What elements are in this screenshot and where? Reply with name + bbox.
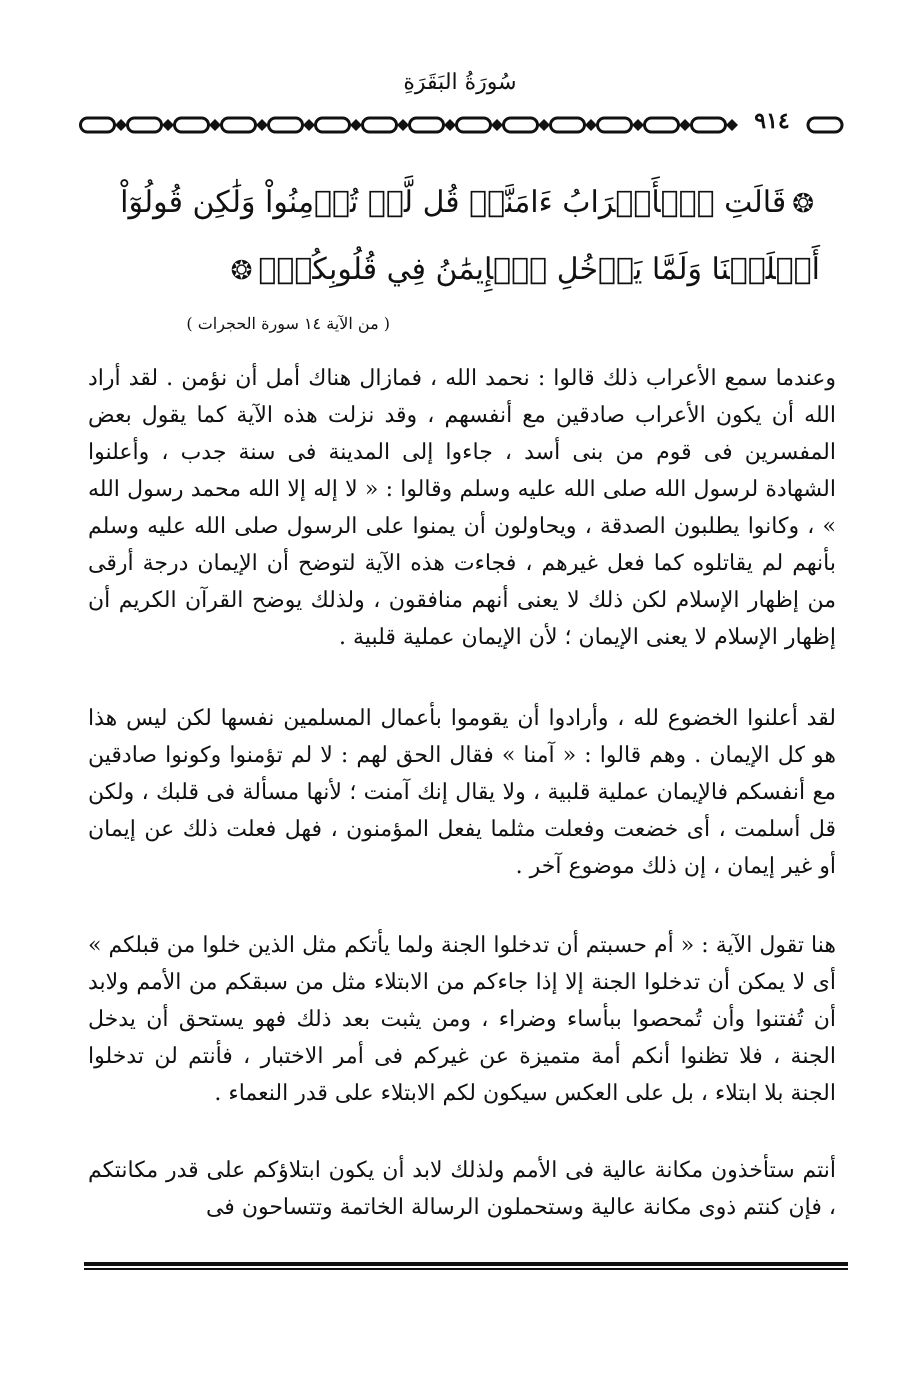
ornament-diamond (256, 119, 268, 131)
ornament-oval (410, 118, 444, 132)
verse-citation: ( من الآية ١٤ سورة الحجرات ) (186, 314, 390, 333)
ornament-oval (808, 118, 842, 132)
verse-text: قَالَتِ ٱلۡأَعۡرَابُ ءَامَنَّاۖ قُل لَّمۡ تُؤۡمِنُواْ وَلَٰكِن قُولُوٓاْ أَسۡلَمۡنَا وَلَمَّا يَدۡخُلِ ٱلۡإِيمَٰنُ فِي قُلُوبِكُمۡۖ (120, 185, 820, 287)
ornament-diamond (397, 119, 409, 131)
ornament-diamond (491, 119, 503, 131)
quran-verse (70, 170, 820, 304)
ornament-diamond (679, 119, 691, 131)
ornament-oval (81, 118, 115, 132)
ornament-oval (692, 118, 726, 132)
verse-close-bracket-icon: ❂ (230, 256, 253, 286)
surah-title: سُورَةُ البَقَرَةِ (403, 70, 517, 95)
ornament-oval (645, 118, 679, 132)
ornament-oval (457, 118, 491, 132)
footer-rule-thin (84, 1268, 848, 1270)
ornament-diamond (444, 119, 456, 131)
paragraph-4: أنتم ستأخذون مكانة عالية فى الأمم ولذلك لابد أن يكون ابتلاؤكم على قدر مكانتكم ، فإن كنتم ذوى مكانة عالية وستحملون الرسالة الخاتمة وتتساحون فى (88, 1158, 836, 1220)
ornament-diamond (726, 119, 738, 131)
page-number: ٩١٤ (754, 108, 790, 134)
ornament-diamond (585, 119, 597, 131)
footer-rule-thick (84, 1262, 848, 1266)
ornament-diamond (538, 119, 550, 131)
ornament-diamond (632, 119, 644, 131)
ornament-oval (128, 118, 162, 132)
paragraph-1: وعندما سمع الأعراب ذلك قالوا : نحمد الله ، فمازال هناك أمل أن نؤمن . لقد أراد الله أن يكون الأعراب صادقين مع أنفسهم ، وقد نزلت هذه الآية كما يقول بعض المفسرين فى قوم من بنى أسد ، جاءوا إلى المدينة فى سنة جدب ، وأعلنوا الشهادة لرسول الله صلى الله عليه وسلم وقالوا : « لا إله إلا الله محمد رسول الله » ، وكانوا يطلبون الصدقة ، ويحاولون أن يمنوا على الرسول صلى الله عليه وسلم بأنهم لم يقاتلوه كما فعل غيرهم ، فجاءت هذه الآية لتوضح أن الإيمان درجة أرقى من إظهار الإسلام لكن ذلك لا يعنى أنهم منافقون ، ولذلك يوضح القرآن الكريم أن إظهار الإسلام لا يعنى الإيمان ؛ لأن الإيمان عملية قلبية . (88, 366, 836, 650)
paragraph-2: لقد أعلنوا الخضوع لله ، وأرادوا أن يقوموا بأعمال المسلمين نفسها لكن ليس هذا هو كل الإيمان . وهم قالوا : « آمنا » فقال الحق لهم : لا لم تؤمنوا وكونوا صادقين مع أنفسكم فالإيمان عملية قلبية ، ولا يقال إنك آمنت ؛ لأنها مسألة فى قلبك ، ولكن قل أسلمت ، أى خضعت وفعلت مثلما يفعل المؤمنون ، فهل فعلت ذلك عن إيمان أو غير إيمان ، إن ذلك موضوع آخر . (88, 706, 836, 879)
paragraph-3: هنا تقول الآية : « أم حسبتم أن تدخلوا الجنة ولما يأتكم مثل الذين خلوا من قبلكم » أى لا يمكن أن تدخلوا الجنة إلا إذا جاءكم من الابتلاء مثل من سبقكم من الأمم ولابد أن تُفتنوا وأن تُمحصوا ببأساء وضراء ، ومن يثبت بعد ذلك فهو يستحق أن يدخل الجنة ، فلا تظنوا أنكم أمة متميزة عن غيركم فى أمر الاختبار ، فأنتم لن تدخلوا الجنة بلا ابتلاء ، بل على العكس سيكون لكم الابتلاء على قدر النعماء . (88, 933, 836, 1106)
ornament-oval (363, 118, 397, 132)
ornament-diamond (350, 119, 362, 131)
ornament-diamond (162, 119, 174, 131)
ornament-oval (222, 118, 256, 132)
verse-open-bracket-icon: ❂ (792, 189, 814, 219)
ornament-oval (598, 118, 632, 132)
ornament-diamond (303, 119, 315, 131)
ornament-diamond (115, 119, 127, 131)
ornament-oval (269, 118, 303, 132)
ornament-oval (551, 118, 585, 132)
header-ornament-border (78, 110, 848, 140)
ornament-oval (175, 118, 209, 132)
ornament-diamond (209, 119, 221, 131)
ornament-oval (316, 118, 350, 132)
ornament-oval (504, 118, 538, 132)
